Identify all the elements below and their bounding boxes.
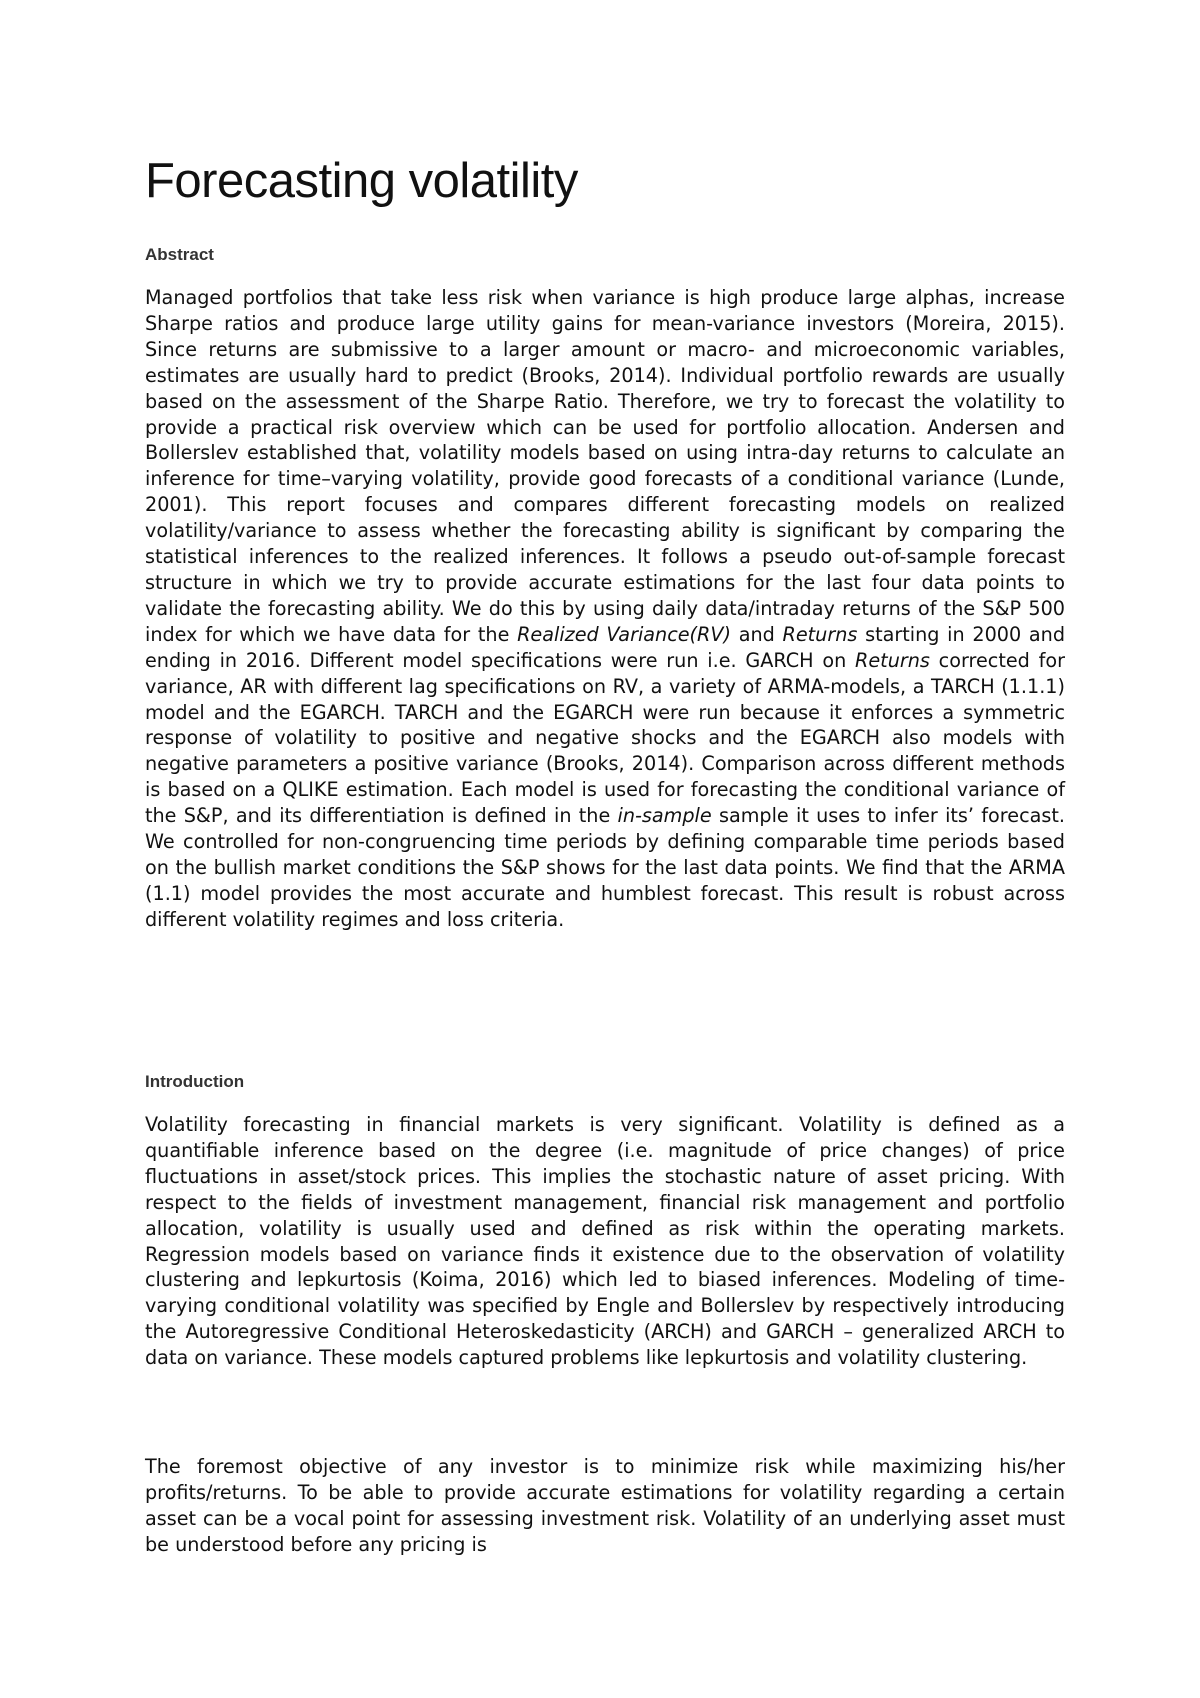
abstract-text-part-3: starting in 2000 and ending in 2016. Different model specifications were run i.e. GARCH on [145, 622, 1065, 672]
abstract-text-part-5: sample it uses to infer its’ forecast. We controlled for non-congruencing time periods by defining comparable time periods based on the bullish market conditions the S&P shows for the last data points. We find that the ARMA (1.1) model provides the most accurate and humblest forecast. This result is robust across different volatility regimes and loss criteria. [145, 804, 1065, 931]
abstract-italic-returns: Returns [782, 622, 858, 646]
abstract-paragraph [145, 285, 1065, 933]
document-title: Forecasting volatility [145, 154, 578, 208]
abstract-italic-returns-2: Returns [855, 648, 930, 672]
abstract-heading: Abstract [145, 245, 214, 264]
introduction-heading: Introduction [145, 1072, 245, 1091]
abstract-italic-realized-variance: Realized Variance(RV) [517, 622, 731, 646]
abstract-text-part-2: and [731, 622, 783, 646]
abstract-text-part-4: corrected for variance, AR with different lag specifications on RV, a variety of ARMA-models, a TARCH (1.1.1) model and the EGARCH. TARCH and the EGARCH were run because it enforces a symmetric response of volatility to positive and negative shocks and the EGARCH also models with negative parameters a positive variance (Brooks, 2014). Comparison across different methods is based on a QLIKE estimation. Each model is used for forecasting the conditional variance of the S&P, and its differentiation is defined in the [145, 648, 1066, 828]
abstract-italic-in-sample: in-sample [617, 804, 712, 828]
introduction-paragraph-1: Volatility forecasting in financial markets is very significant. Volatility is defined as a quantifiable inference based on the degree (i.e. magnitude of price changes) of price fluctuations in asset/stock prices. This implies the stochastic nature of asset pricing. With respect to the fields of investment management, financial risk management and portfolio allocation, volatility is usually used and defined as risk within the operating markets. Regression models based on variance finds it existence due to the observation of volatility clustering and lepkurtosis (Koima, 2016) which led to biased inferences. Modeling of time-varying conditional volatility was specified by Engle and Bollerslev by respectively introducing the Autoregressive Conditional Heteroskedasticity (ARCH) and GARCH – generalized ARCH to data on variance. These models captured problems like lepkurtosis and volatility clustering. [145, 1113, 1065, 1370]
introduction-paragraph-2: The foremost objective of any investor is to minimize risk while maximizing his/her profits/returns. To be able to provide accurate estimations for volatility regarding a certain asset can be a vocal point for assessing investment risk. Volatility of an underlying asset must be understood before any pricing is [145, 1455, 1065, 1556]
abstract-text-part-1: Managed portfolios that take less risk when variance is high produce large alphas, increase Sharpe ratios and produce large utility gains for mean-variance investors (Moreira, 2015). Since returns are submissive to a larger amount or macro- and microeconomic variables, estimates are usually hard to predict (Brooks, 2014). Individual portfolio rewards are usually based on the assessment of the Sharpe Ratio. Therefore, we try to forecast the volatility to provide a practical risk overview which can be used for portfolio allocation. Andersen and Bollerslev established that, volatility models based on using intra-day returns to calculate an inference for time–varying volatility, provide good forecasts of a conditional variance (Lunde, 2001). This report focuses and compares different forecasting models on realized volatility/variance to assess whether the forecasting ability is significant by comparing the statistical inferences to the realized inferences. It follows a pseudo out-of-sample forecast structure in which we try to provide accurate estimations for the last four data points to validate the forecasting ability. We do this by using daily data/intraday returns of the S&P 500 index for which we have data for the [145, 286, 1065, 646]
